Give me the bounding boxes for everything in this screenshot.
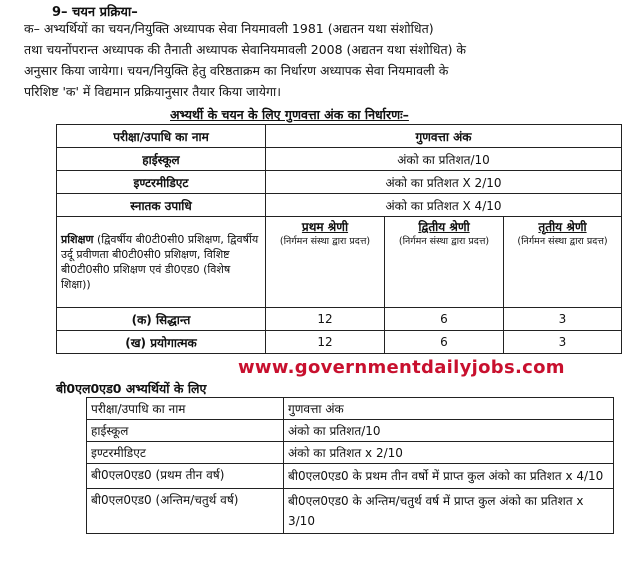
table-row <box>87 442 614 464</box>
theory-second: 6 <box>385 308 504 331</box>
merit-marks-table <box>56 124 622 354</box>
bed-exam-highschool: हाईस्कूल <box>87 420 284 442</box>
training-label <box>57 217 266 308</box>
paragraph-line: परिशिष्ट 'क' में विद्यमान प्रक्रियानुसार तैयार किया जायेगा। <box>24 84 281 99</box>
table-row <box>57 171 622 194</box>
grade-second <box>385 217 504 308</box>
practical-third: 3 <box>504 331 622 354</box>
bed-header-exam-name: परीक्षा/उपाधि का नाम <box>87 398 284 420</box>
grade-first-title: प्रथम श्रेणी <box>301 220 349 234</box>
table-row <box>87 489 614 534</box>
practical-label: (ख) प्रयोगात्मक <box>57 331 266 354</box>
table-row <box>57 331 622 354</box>
paragraph-line: अनुसार किया जायेगा। चयन/नियुक्ति हेतु वरिष्ठताक्रम का निर्धारण अध्यापक सेवा नियमावली के <box>24 63 449 78</box>
bed-header-merit-marks: गुणवत्ता अंक <box>284 398 614 420</box>
marks-highschool: अंको का प्रतिशत/10 <box>266 148 622 171</box>
bed-marks-final-year: बी0एल0एड0 के अन्तिम/चतुर्थ वर्ष में प्राप्त कुल अंको का प्रतिशत x 3/10 <box>284 489 614 534</box>
bed-marks-highschool: अंको का प्रतिशत/10 <box>284 420 614 442</box>
grade-third <box>504 217 622 308</box>
table-row <box>57 308 622 331</box>
training-label-rest: (द्विवर्षीय बी0टी0सी0 प्रशिक्षण, द्विवर्षीय उर्दू प्रवीणता बी0टी0सी0 प्रशिक्षण, विशिष्ट बी0टी0सी0 प्रशिक्षण एवं डी0एड0 (विशेष शिक्षा)) <box>61 233 259 291</box>
bed-merit-table <box>86 397 614 534</box>
bed-marks-intermediate: अंको का प्रतिशत x 2/10 <box>284 442 614 464</box>
paragraph-line: तथा चयनोंपरान्त अध्यापक की तैनाती अध्यापक सेवानियमावली 2008 (अद्यतन यथा संशोधित) के <box>24 42 467 57</box>
table-row <box>87 464 614 489</box>
grade-second-sub: (निर्गमन संस्था द्वारा प्रदत्त) <box>398 236 490 247</box>
table-header-row <box>87 398 614 420</box>
bed-exam-final-year: बी0एल0एड0 (अन्तिम/चतुर्थ वर्ष) <box>87 489 284 534</box>
table-row <box>87 420 614 442</box>
bed-marks-first-three: बी0एल0एड0 के प्रथम तीन वर्षो में प्राप्त कुल अंको का प्रतिशत x 4/10 <box>284 464 614 489</box>
table1-title: अभ्यर्थी के चयन के लिए गुणवत्ता अंक का निर्धारणः– <box>170 107 409 122</box>
table-row <box>57 148 622 171</box>
paragraph-line: क– अभ्यर्थियों का चयन/नियुक्ति अध्यापक सेवा नियमावली 1981 (अद्यतन यथा संशोधित) <box>24 21 434 36</box>
grade-first-sub: (निर्गमन संस्था द्वारा प्रदत्त) <box>279 236 371 247</box>
marks-intermediate: अंको का प्रतिशत X 2/10 <box>266 171 622 194</box>
header-exam-name: परीक्षा/उपाधि का नाम <box>57 125 266 148</box>
grade-third-sub: (निर्गमन संस्था द्वारा प्रदत्त) <box>517 236 608 247</box>
table-row <box>57 194 622 217</box>
bed-heading: बी0एल0एड0 अभ्यर्थियों के लिए <box>56 381 207 396</box>
header-merit-marks: गुणवत्ता अंक <box>266 125 622 148</box>
exam-highschool: हाईस्कूल <box>57 148 266 171</box>
training-row <box>57 217 622 308</box>
bed-exam-first-three: बी0एल0एड0 (प्रथम तीन वर्ष) <box>87 464 284 489</box>
theory-third: 3 <box>504 308 622 331</box>
practical-second: 6 <box>385 331 504 354</box>
theory-first: 12 <box>266 308 385 331</box>
marks-graduation: अंको का प्रतिशत X 4/10 <box>266 194 622 217</box>
table-header-row <box>57 125 622 148</box>
exam-graduation: स्नातक उपाधि <box>57 194 266 217</box>
bed-exam-intermediate: इण्टरमीडिएट <box>87 442 284 464</box>
training-label-bold: प्रशिक्षण <box>61 233 94 246</box>
practical-first: 12 <box>266 331 385 354</box>
website-watermark: www.governmentdailyjobs.com <box>238 357 565 378</box>
grade-third-title: तृतीय श्रेणी <box>538 220 587 234</box>
selection-paragraph <box>24 18 624 102</box>
section-heading: 9– चयन प्रक्रिया– <box>52 5 138 20</box>
grade-first <box>266 217 385 308</box>
theory-label: (क) सिद्धान्त <box>57 308 266 331</box>
grade-second-title: द्वितीय श्रेणी <box>418 220 470 234</box>
exam-intermediate: इण्टरमीडिएट <box>57 171 266 194</box>
